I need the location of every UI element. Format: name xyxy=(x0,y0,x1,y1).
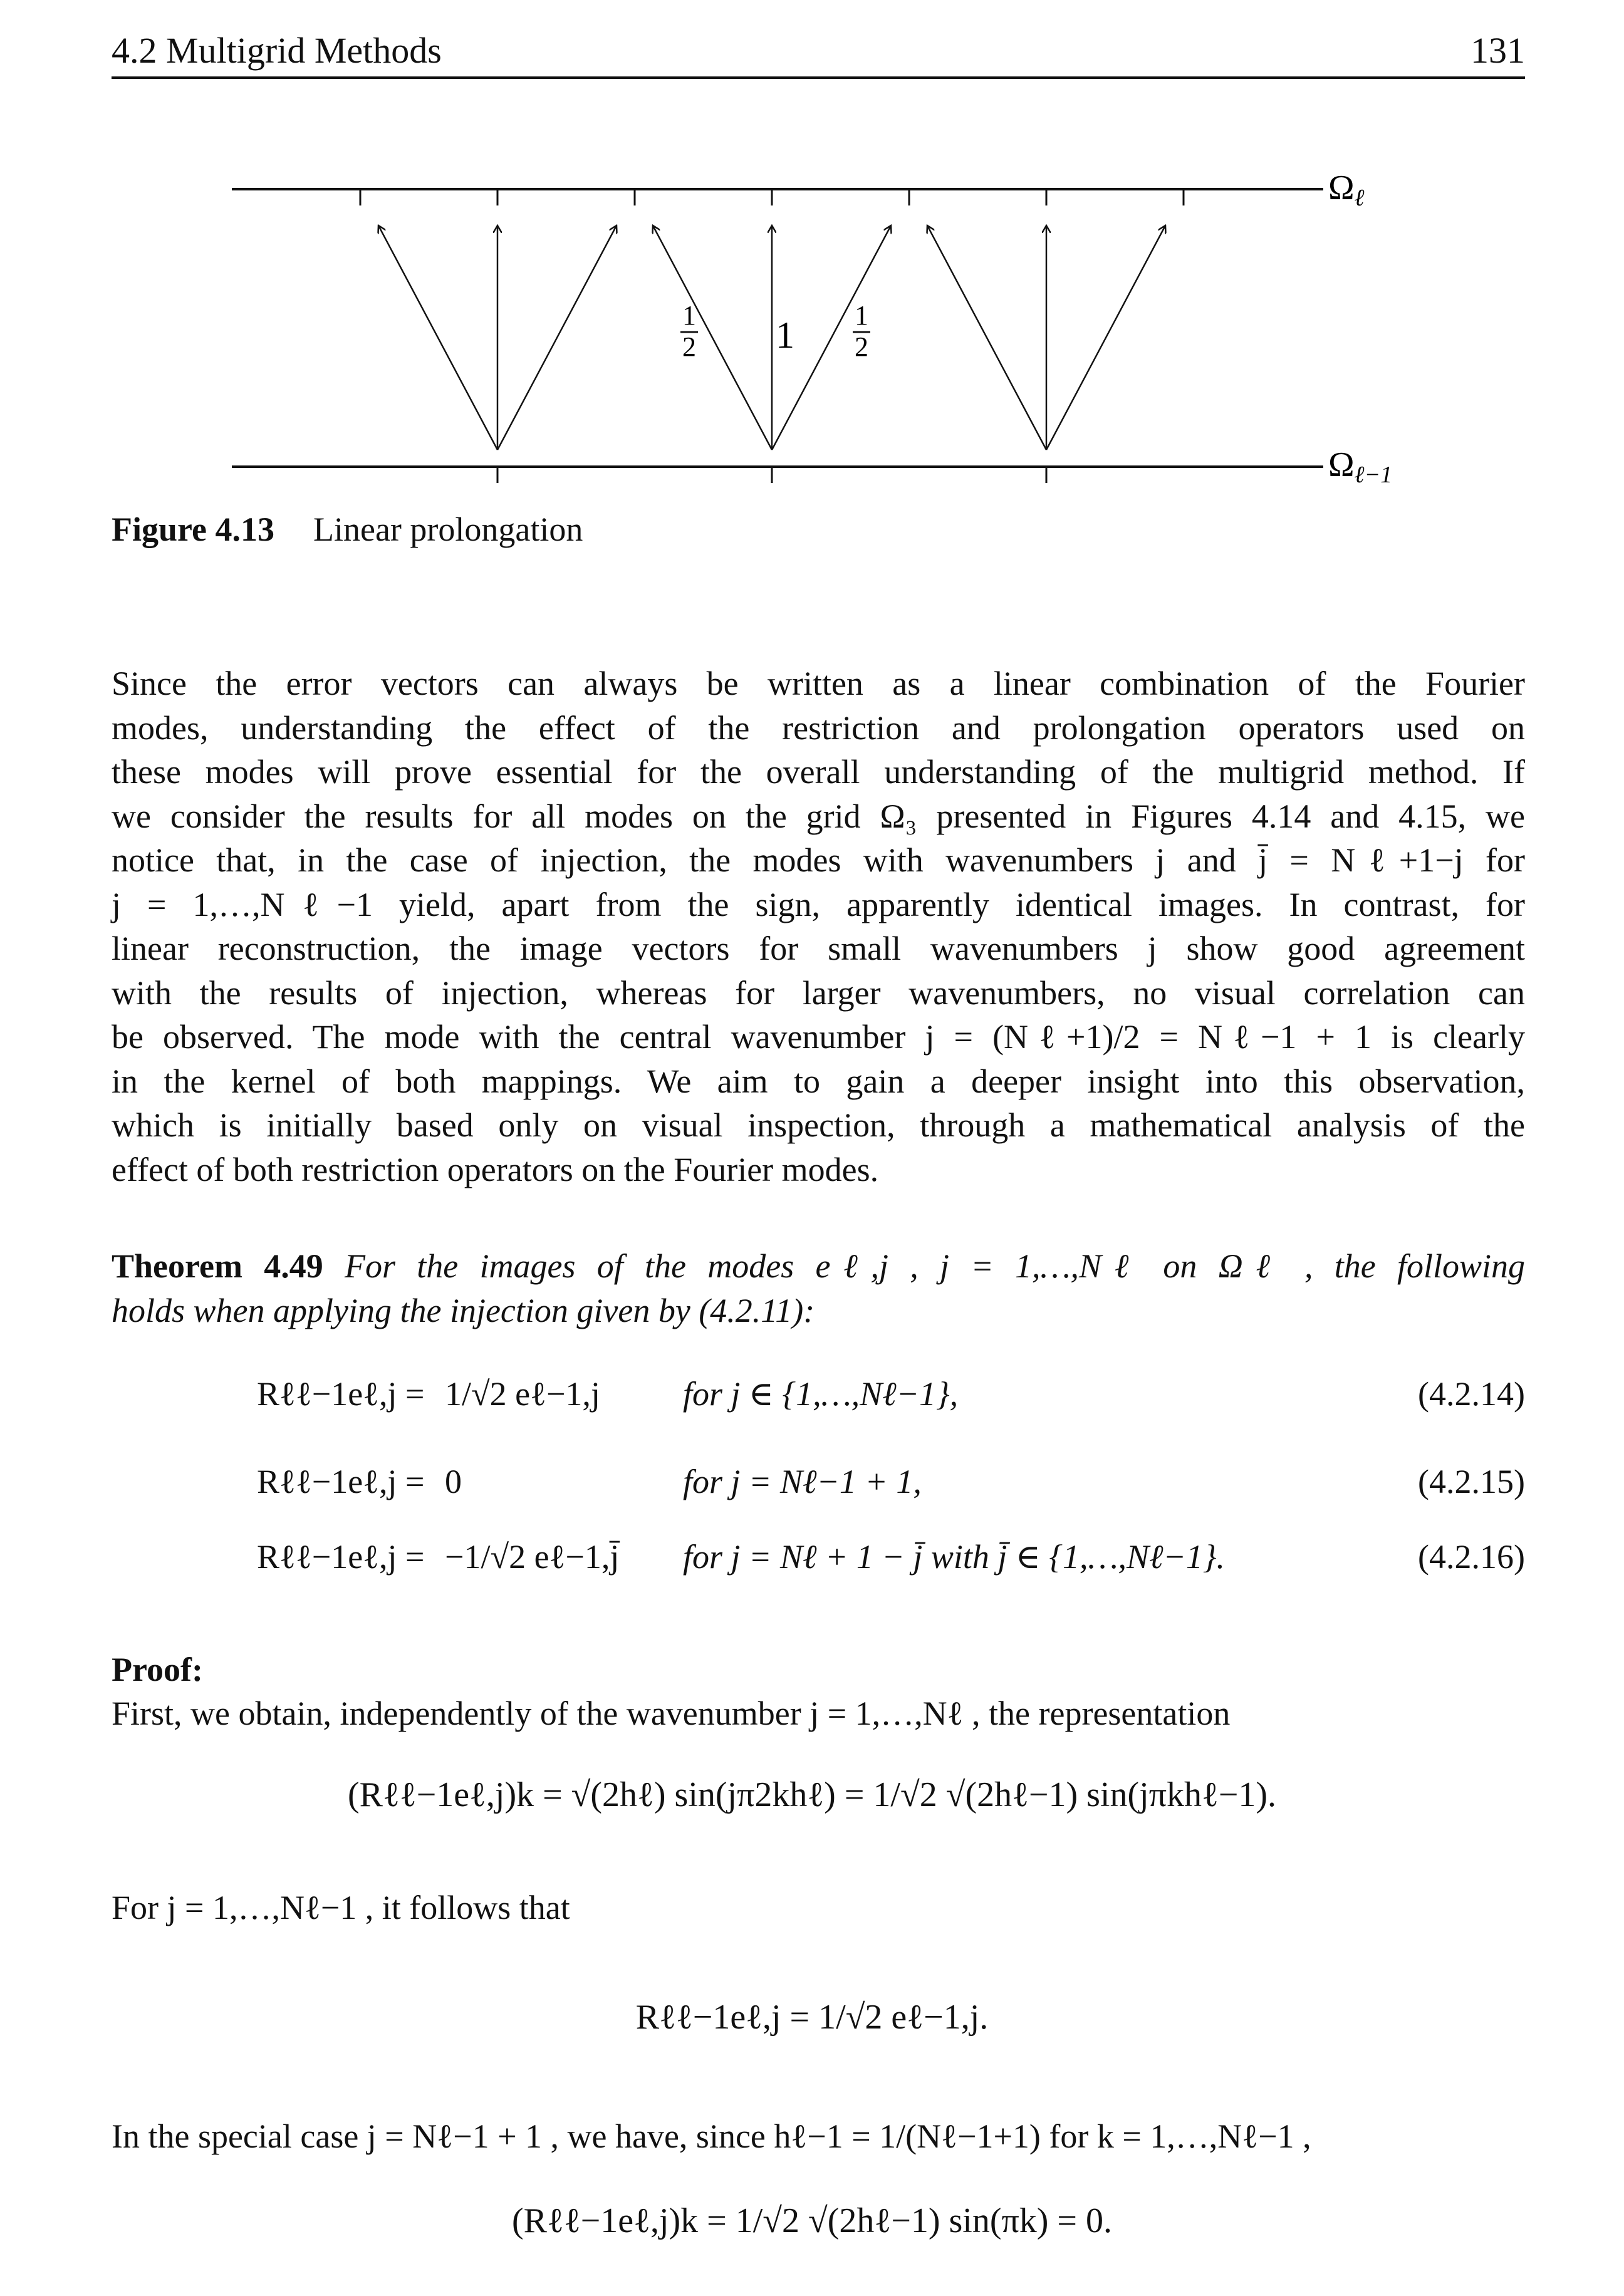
equation-number: (4.2.16) xyxy=(1418,1538,1525,1576)
paragraph-line: we consider the results for all modes on the grid Ω₃ presented in Figures 4.14 and 4.15, we xyxy=(112,797,1525,835)
svg-text:2: 2 xyxy=(855,331,868,362)
equation-rhs: 0 xyxy=(445,1463,462,1500)
equation-number: (4.2.14) xyxy=(1418,1375,1525,1413)
weight-right-label xyxy=(853,300,870,362)
paragraph-line: in the kernel of both mappings. We aim to gain a deeper insight into this observation, xyxy=(112,1062,1525,1100)
proof-line-1: First, we obtain, independently of the wavenumber j = 1,…,Nℓ , the representation xyxy=(112,1695,1231,1732)
page-number: 131 xyxy=(1470,30,1525,71)
weight-center-label: 1 xyxy=(776,314,794,356)
equation-lhs: Rℓℓ−1eℓ,j = xyxy=(257,1463,425,1500)
running-header-section: 4.2 Multigrid Methods xyxy=(112,30,442,71)
paragraph-line: which is initially based only on visual inspection, through a mathematical analysis of the xyxy=(112,1106,1525,1144)
prolongation-arrow xyxy=(1046,226,1165,450)
theorem-statement-line1: For the images of the modes eℓ,j , j = 1,…,Nℓ on Ωℓ , the following xyxy=(345,1247,1526,1285)
equation-cond: for j = Nℓ−1 + 1, xyxy=(683,1463,922,1500)
paragraph-line: be observed. The mode with the central wavenumber j = (Nℓ+1)/2 = Nℓ−1 + 1 is clearly xyxy=(112,1018,1525,1056)
paragraph-line: effect of both restriction operators on the Fourier modes. xyxy=(112,1150,879,1188)
prolongation-arrow xyxy=(497,226,617,450)
coarse-grid-label: Ωℓ−1 xyxy=(1328,445,1393,488)
equation-rhs: −1/√2 eℓ−1,j̄ xyxy=(445,1538,620,1576)
fine-grid-label: Ωℓ xyxy=(1328,169,1365,211)
theorem-label: Theorem 4.49 xyxy=(112,1247,323,1285)
linear-prolongation-diagram xyxy=(188,157,1441,501)
equation-cond: for j ∈ {1,…,Nℓ−1}, xyxy=(683,1375,959,1413)
svg-text:1: 1 xyxy=(855,300,868,331)
header-rule xyxy=(112,76,1525,79)
prolongation-arrow xyxy=(927,226,1046,450)
figure-caption xyxy=(112,507,583,551)
equation-rhs: 1/√2 eℓ−1,j xyxy=(445,1375,600,1413)
prolongation-arrow xyxy=(378,226,497,450)
equation-lhs: Rℓℓ−1eℓ,j = xyxy=(257,1375,425,1413)
theorem-statement-line2: holds when applying the injection given by (4.2.11): xyxy=(112,1291,815,1329)
paragraph-line: with the results of injection, whereas for larger wavenumbers, no visual correlation can xyxy=(112,974,1525,1012)
proof-label: Proof: xyxy=(112,1651,203,1688)
equation-cond: for j = Nℓ + 1 − j̄ with j̄ ∈ {1,…,Nℓ−1}. xyxy=(683,1538,1226,1576)
proof-line-3: In the special case j = Nℓ−1 + 1 , we have, since hℓ−1 = 1/(Nℓ−1+1) for k = 1,…,Nℓ−1 , xyxy=(112,2117,1311,2155)
weight-left-label xyxy=(680,300,698,362)
svg-text:1: 1 xyxy=(682,300,696,331)
paragraph-line: linear reconstruction, the image vectors for small wavenumbers j show good agreement xyxy=(112,930,1525,967)
equation-number: (4.2.15) xyxy=(1418,1463,1525,1500)
figure-caption-text: Linear prolongation xyxy=(313,511,583,548)
theorem-4-49 xyxy=(112,1244,1525,1332)
proof-equation-2: Rℓℓ−1eℓ,j = 1/√2 eℓ−1,j. xyxy=(635,1998,989,2037)
paragraph-line: notice that, in the case of injection, the modes with wavenumbers j and j̄ = Nℓ+1−j for xyxy=(112,841,1525,879)
equation-lhs: Rℓℓ−1eℓ,j = xyxy=(257,1538,425,1576)
proof-line-2: For j = 1,…,Nℓ−1 , it follows that xyxy=(112,1889,570,1926)
paragraph-line: these modes will prove essential for the overall understanding of the multigrid method. If xyxy=(112,753,1525,791)
svg-text:2: 2 xyxy=(682,331,696,362)
paragraph-line: modes, understanding the effect of the restriction and prolongation operators used on xyxy=(112,709,1525,747)
body-paragraph xyxy=(112,662,1525,1192)
prolongation-arrow xyxy=(653,226,772,450)
paragraph-line: j = 1,…,Nℓ−1 yield, apart from the sign, apparently identical images. In contrast, for xyxy=(112,885,1525,923)
paragraph-line: Since the error vectors can always be written as a linear combination of the Fourier xyxy=(112,665,1525,702)
figure-caption-label: Figure 4.13 xyxy=(112,511,274,548)
proof-equation-3: (Rℓℓ−1eℓ,j)k = 1/√2 √(2hℓ−1) sin(πk) = 0. xyxy=(512,2201,1112,2240)
proof-equation-1: (Rℓℓ−1eℓ,j)k = √(2hℓ) sin(jπ2khℓ) = 1/√2 √(2hℓ−1) sin(jπkhℓ−1). xyxy=(347,1775,1277,1814)
